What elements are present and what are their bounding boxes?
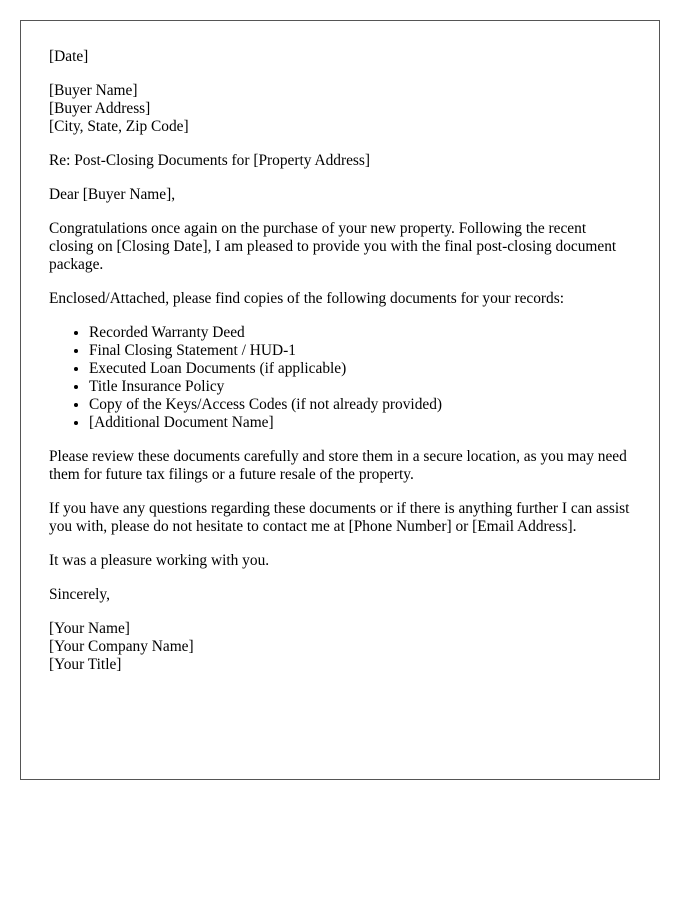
intro-paragraph: Congratulations once again on the purchase of your new property. Following the recent closing on [Closing Date], I am pleased to provide you with the final post-closing document package. (49, 220, 617, 273)
contact-paragraph: If you have any questions regarding these documents or if there is anything further I can assist you with, please do not hesitate to contact me at [Phone Number] or [Email Address]. (49, 500, 630, 535)
date-line (49, 48, 631, 66)
salutation: Dear [Buyer Name], (49, 186, 176, 203)
pleasure-paragraph: It was a pleasure working with you. (49, 552, 270, 569)
recipient-name: [Buyer Name] (49, 82, 138, 99)
recipient-city-state-zip: [City, State, Zip Code] (49, 118, 189, 135)
list-item: • Final Closing Statement / HUD-1 (89, 342, 631, 360)
signature-title: [Your Title] (49, 656, 122, 673)
list-item: • Copy of the Keys/Access Codes (if not already provided) (89, 396, 631, 414)
letter-page (20, 20, 660, 780)
review-paragraph: Please review these documents carefully and store them in a secure location, as you may need them for future tax filings or a future resale of the property. (49, 448, 627, 483)
signature-company: [Your Company Name] (49, 638, 194, 655)
list-item: • Recorded Warranty Deed (89, 324, 631, 342)
list-item: • [Additional Document Name] (89, 414, 631, 432)
recipient-address-block (49, 82, 631, 136)
signature-block (49, 620, 631, 674)
closing: Sincerely, (49, 586, 110, 603)
list-item: • Executed Loan Documents (if applicable) (89, 360, 631, 378)
document-list (49, 324, 631, 432)
list-item: • Title Insurance Policy (89, 378, 631, 396)
recipient-address: [Buyer Address] (49, 100, 151, 117)
subject-line: Re: Post-Closing Documents for [Property Address] (49, 152, 371, 169)
list-intro-paragraph: Enclosed/Attached, please find copies of the following documents for your records: (49, 290, 565, 307)
signature-name: [Your Name] (49, 620, 130, 637)
date: [Date] (49, 48, 89, 65)
